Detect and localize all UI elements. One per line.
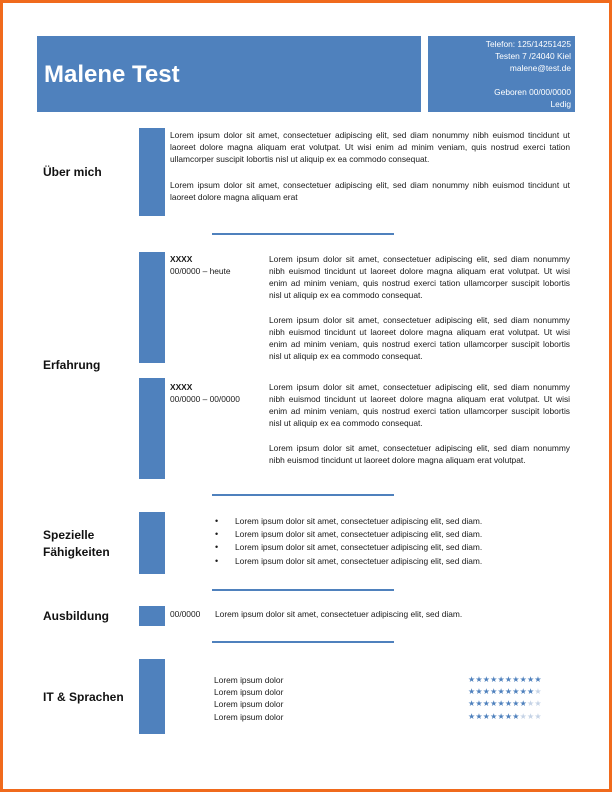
- section-marker-experience: [139, 252, 165, 363]
- star-filled-icon: ★: [527, 687, 535, 697]
- section-divider: [212, 589, 394, 591]
- star-empty-icon: ★: [527, 699, 535, 709]
- contact-marital-status: Ledig: [550, 99, 571, 109]
- section-marker-experience: [139, 378, 165, 479]
- star-filled-icon: ★: [482, 711, 491, 721]
- skill-item: • Lorem ipsum dolor sit amet, consectetuer adipiscing elit, sed diam.: [235, 541, 482, 554]
- star-empty-icon: ★: [534, 699, 542, 709]
- section-divider: [212, 494, 394, 496]
- star-filled-icon: ★: [519, 675, 527, 684]
- star-filled-icon: ★: [497, 699, 505, 709]
- contact-address: Testen 7 /24040 Kiel: [495, 51, 571, 61]
- star-empty-icon: ★: [527, 711, 535, 721]
- star-filled-icon: ★: [490, 687, 498, 697]
- section-title-it-languages: IT & Sprachen: [43, 690, 124, 704]
- job-description: Lorem ipsum dolor sit amet, consectetuer adipiscing elit, sed diam nonummy nibh euismod tincidunt ut laoreet dolore magna aliquam erat volutpat. Ut wisi enim ad minim veniam, quis nostrud exerci tation ullamcorper suscipit lobortis nisl ut aliquip ex ea commodo consequat.: [269, 315, 570, 362]
- it-language-item: Lorem ipsum dolor: [214, 675, 284, 685]
- job-dates: 00/0000 – heute: [170, 266, 231, 276]
- star-filled-icon: ★: [490, 675, 498, 684]
- star-filled-icon: ★: [468, 711, 476, 721]
- contact-phone: Telefon: 125/14251425: [485, 39, 571, 49]
- section-title-skills: Fähigkeiten: [43, 545, 110, 559]
- star-rating: [468, 686, 542, 698]
- star-filled-icon: ★: [497, 675, 505, 684]
- star-filled-icon: ★: [475, 711, 483, 721]
- about-paragraph: Lorem ipsum dolor sit amet, consectetuer adipiscing elit, sed diam nonummy nibh euismod tincidunt ut laoreet dolore magna aliquam erat volutpat. Ut wisi enim ad minim veniam, quis nostrud exerci tation ullamcorper suscipit lobortis nisl ut aliquip ex ea commodo consequat.: [170, 130, 570, 165]
- contact-email: malene@test.de: [509, 63, 571, 73]
- star-filled-icon: ★: [482, 699, 491, 709]
- star-filled-icon: ★: [490, 711, 498, 721]
- education-text: Lorem ipsum dolor sit amet, consectetuer adipiscing elit, sed diam.: [215, 609, 463, 619]
- star-filled-icon: ★: [504, 687, 513, 697]
- job-description: Lorem ipsum dolor sit amet, consectetuer adipiscing elit, sed diam nonummy nibh euismod tincidunt ut laoreet dolore magna aliquam erat volutpat. Ut wisi enim ad minim veniam, quis nostrud exerci tation ullamcorper suscipit lobortis nisl ut aliquip ex ea commodo consequat.: [269, 254, 570, 301]
- star-empty-icon: ★: [534, 711, 542, 721]
- star-rating: [468, 711, 542, 723]
- education-date: 00/0000: [170, 609, 201, 619]
- star-filled-icon: ★: [497, 711, 505, 721]
- it-languages-list: [214, 674, 283, 723]
- star-filled-icon: ★: [504, 699, 513, 709]
- section-divider: [212, 233, 394, 235]
- star-filled-icon: ★: [512, 711, 520, 721]
- section-title-experience: Erfahrung: [43, 358, 101, 372]
- section-marker-skills: [139, 512, 165, 574]
- star-filled-icon: ★: [512, 687, 520, 697]
- section-divider: [212, 641, 394, 643]
- it-language-item: Lorem ipsum dolor: [214, 687, 284, 698]
- star-filled-icon: ★: [497, 687, 505, 697]
- star-filled-icon: ★: [475, 687, 483, 697]
- section-title-skills: Spezielle: [43, 528, 95, 542]
- skill-item: • Lorem ipsum dolor sit amet, consectetuer adipiscing elit, sed diam.: [235, 515, 482, 528]
- star-filled-icon: ★: [468, 675, 476, 684]
- candidate-name: Malene Test: [44, 61, 180, 88]
- contact-birthdate: Geboren 00/00/0000: [494, 87, 571, 97]
- section-title-education: Ausbildung: [43, 609, 109, 623]
- it-language-item: Lorem ipsum dolor: [214, 699, 284, 710]
- star-filled-icon: ★: [490, 699, 498, 709]
- star-filled-icon: ★: [504, 675, 513, 684]
- job-description: Lorem ipsum dolor sit amet, consectetuer adipiscing elit, sed diam nonummy nibh euismod tincidunt ut laoreet dolore magna aliquam erat volutpat.: [269, 443, 570, 466]
- section-title-about: Über mich: [43, 165, 102, 179]
- job-title: XXXX: [170, 254, 193, 264]
- star-filled-icon: ★: [512, 675, 520, 684]
- star-filled-icon: ★: [527, 675, 535, 684]
- section-marker-education: [139, 606, 165, 626]
- star-rating: [468, 698, 542, 710]
- job-dates: 00/0000 – 00/0000: [170, 394, 240, 404]
- job-description: Lorem ipsum dolor sit amet, consectetuer adipiscing elit, sed diam nonummy nibh euismod tincidunt ut laoreet dolore magna aliquam erat volutpat. Ut wisi enim ad minim veniam, quis nostrud exerci tation ullamcorper suscipit lobortis nisl ut aliquip ex ea commodo consequat.: [269, 382, 570, 429]
- star-empty-icon: ★: [534, 687, 542, 697]
- star-filled-icon: ★: [468, 687, 476, 697]
- star-filled-icon: ★: [519, 687, 527, 697]
- star-filled-icon: ★: [482, 687, 491, 697]
- star-filled-icon: ★: [519, 699, 527, 709]
- skills-list: [235, 515, 482, 568]
- star-filled-icon: ★: [475, 699, 483, 709]
- skill-item: • Lorem ipsum dolor sit amet, consectetuer adipiscing elit, sed diam.: [235, 555, 482, 568]
- star-filled-icon: ★: [482, 675, 491, 684]
- skill-item: • Lorem ipsum dolor sit amet, consectetuer adipiscing elit, sed diam.: [235, 528, 482, 541]
- star-rating: [468, 674, 542, 686]
- star-filled-icon: ★: [534, 675, 542, 684]
- section-marker-it-languages: [139, 659, 165, 734]
- job-title: XXXX: [170, 382, 193, 392]
- star-filled-icon: ★: [475, 675, 483, 684]
- skill-rating-list: [468, 674, 542, 723]
- it-language-item: Lorem ipsum dolor: [214, 711, 284, 722]
- section-marker-about: [139, 128, 165, 216]
- star-filled-icon: ★: [468, 699, 476, 709]
- star-empty-icon: ★: [519, 711, 527, 721]
- star-filled-icon: ★: [512, 699, 520, 709]
- about-paragraph: Lorem ipsum dolor sit amet, consectetuer adipiscing elit, sed diam nonummy nibh euismod tincidunt ut laoreet dolore magna aliquam erat: [170, 180, 570, 203]
- star-filled-icon: ★: [504, 711, 513, 721]
